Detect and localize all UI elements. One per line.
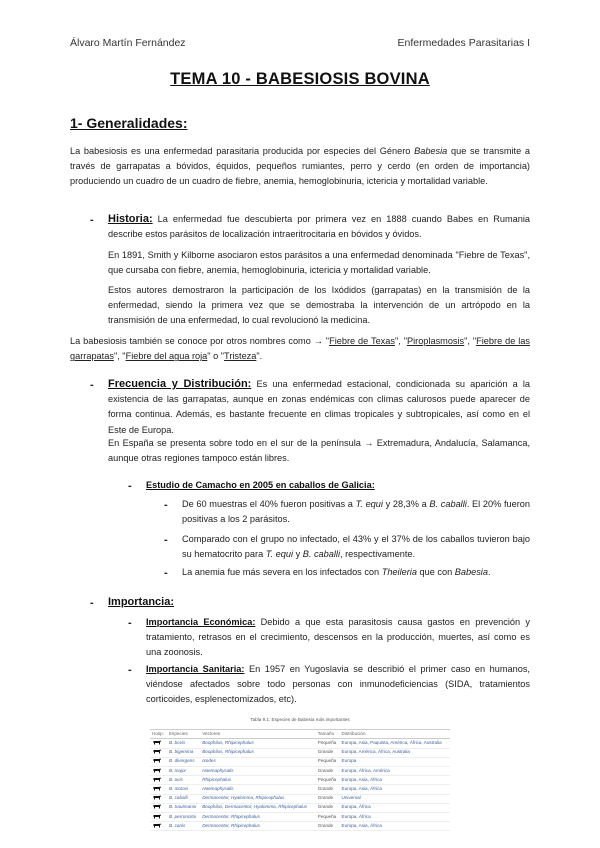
host-animal-icon	[150, 776, 167, 785]
table-cell-distribution: Europa, Asia, África	[340, 822, 450, 831]
header-author: Álvaro Martín Fernández	[70, 37, 186, 49]
table-row	[150, 813, 450, 822]
bullet-dash: -	[128, 480, 132, 492]
historia-paragraph-3: Estos autores demostraron la participación de los Ixódidos (garrapatas) en la transmisión de la enfermedad, siendo la primera vez que se demostraba la intervención de un artrópodo en la transmisión de una enfermedad, lo cual revolucionó la medicina.	[108, 285, 530, 326]
table-cell-size: Pequeña	[316, 813, 340, 822]
table-cell-species: B. motasi	[167, 785, 200, 794]
table-cell-distribution: Europa, Asia, África	[340, 785, 450, 794]
table-cell-size: Grande	[316, 803, 340, 812]
table-cell-distribution: Europa, Asia, Paquista, América, África, Australia	[340, 739, 450, 748]
bullet-dash: -	[90, 379, 94, 391]
synonyms-paragraph: La babesiosis también se conoce por otros nombres como → "Fiebre de Texas", "Piroplasmosis", "Fiebre de las garrapatas", "Fiebre del agua roja" o "Tristeza".	[70, 336, 530, 362]
host-animal-icon	[150, 794, 167, 803]
table-cell-distribution: Europa, África, América	[340, 767, 450, 776]
table-cell-size: Pequeña	[316, 739, 340, 748]
table-cell-species: B. canis	[167, 822, 200, 831]
table-row	[150, 822, 450, 831]
bullet-dash: -	[90, 214, 94, 226]
study-title: Estudio de Camacho en 2005 en caballos de Galicia:	[146, 480, 375, 490]
table-cell-size: Grande	[316, 785, 340, 794]
frecuencia-paragraph-2: En España se presenta sobre todo en el sur de la península → Extremadura, Andalucía, Salamanca, aunque otras regiones tampoco están libres.	[108, 438, 530, 464]
table-cell-species: B. perroncitoi	[167, 813, 200, 822]
table-cell-vectors: Boophilus, Rhipicephalus	[200, 739, 316, 748]
section-generalidades: 1- Generalidades:	[70, 115, 188, 131]
frecuencia-title: Frecuencia y Distribución:	[108, 378, 252, 390]
table-cell-species: B. divergens	[167, 757, 200, 766]
host-animal-icon	[150, 739, 167, 748]
table-cell-size: Grande	[316, 767, 340, 776]
host-animal-icon	[150, 822, 167, 831]
table-cell-vectors: Ixodes	[200, 757, 316, 766]
table-row	[150, 748, 450, 757]
table-cell-species: B. major	[167, 767, 200, 776]
study-point-3: La anemia fue más severa en los infectados con Theileria que con Babesia.	[182, 567, 491, 577]
host-animal-icon	[150, 803, 167, 812]
host-animal-icon	[150, 785, 167, 794]
table-cell-vectors: Rhipicephalus	[200, 776, 316, 785]
intro-paragraph: La babesiosis es una enfermedad parasitaria producida por especies del Género Babesia que se transmite a través de garrapatas a bóvidos, équidos, pequeños rumiantes, perro y cerdo (en orden de importancia) produciendo un cuadro de un cuadro de fiebre, anemia, hemoglobinuria, ictericia y mortalidad variable.	[70, 146, 530, 187]
importancia-economica: Importancia Económica: Debido a que esta parasitosis causa gastos en prevención y tratamiento, retrasos en el crecimiento, descensos en la producción, muertes, así como es una zoonosis.	[146, 617, 530, 658]
table-caption: Tabla 9.1: Especies de Babesia más importantes	[250, 717, 350, 722]
table-cell-species: B. bovis	[167, 739, 200, 748]
historia-title: Historia:	[108, 213, 153, 225]
bullet-dash: -	[128, 664, 132, 676]
table-cell-distribution: Europa, África	[340, 803, 450, 812]
table-cell-size: Grande	[316, 822, 340, 831]
bullet-dash: -	[128, 617, 132, 629]
table-row	[150, 776, 450, 785]
historia-paragraph-2: En 1891, Smith y Kilborne asociaron estos parásitos a una enfermedad denominada "Fiebre de Texas", que cursaba con fiebre, anemia, hemoglobinuria, ictericia y mortalidad variable.	[108, 250, 530, 276]
table-row	[150, 785, 450, 794]
table-row	[150, 794, 450, 803]
table-cell-distribution: Europa, América, África, Australia	[340, 748, 450, 757]
historia-paragraph: Historia: La enfermedad fue descubierta por primera vez en 1888 cuando Babes en Rumania describe estos parásitos de localización intraeritrocitaria en bóvidos y óvidos.	[108, 213, 530, 240]
table-cell-vectors: Boophilus, Rhipicephalus	[200, 748, 316, 757]
host-animal-icon	[150, 757, 167, 766]
table-row	[150, 767, 450, 776]
table-cell-size: Pequeña	[316, 776, 340, 785]
importancia-sanitaria: Importancia Sanitaria: En 1957 en Yugoslavia se describió el primer caso en humanos, viéndose afectados sobre todo personas con inmunodeficiencias (SIDA, tratamientos corticoides, esplenectomizados, etc).	[146, 664, 530, 705]
table-cell-distribution: Europa	[340, 757, 450, 766]
bullet-dash: -	[164, 534, 168, 546]
table-cell-distribution: Europa, Asia, África	[340, 776, 450, 785]
table-cell-species: B. caballi	[167, 794, 200, 803]
table-cell-species: B. trautmanni	[167, 803, 200, 812]
page-title: TEMA 10 - BABESIOSIS BOVINA	[170, 70, 430, 88]
col-vectors: Vectores	[200, 730, 316, 739]
col-distribution: Distribución	[340, 730, 450, 739]
host-animal-icon	[150, 813, 167, 822]
table-cell-vectors: Haemaphysalis	[200, 767, 316, 776]
table-cell-vectors: Haemaphysalis	[200, 785, 316, 794]
table-row	[150, 757, 450, 766]
header-course: Enfermedades Parasitarias I	[397, 37, 530, 49]
host-animal-icon	[150, 767, 167, 776]
table-cell-size: Grande	[316, 794, 340, 803]
frecuencia-paragraph: Frecuencia y Distribución: Es una enfermedad estacional, condicionada su aparición a la existencia de las garrapatas, aunque en zonas endémicas con climas calurosos puede aparecer de forma continua. Además, es bastante frecuente en climas tropicales y subtropicales, así como en el Este de Europa.	[108, 378, 530, 435]
table-cell-vectors: Dermacentor, Rhipicephalus	[200, 813, 316, 822]
table-cell-vectors: Dermacentor, Hyalomma, Rhipicephalus	[200, 794, 316, 803]
study-point-2: Comparado con el grupo no infectado, el 43% y el 37% de los caballos tuvieron bajo su hematocrito para T. equi y B. caballi, respectivamente.	[182, 534, 530, 560]
bullet-dash: -	[90, 597, 94, 609]
table-row	[150, 739, 450, 748]
babesia-species-table	[150, 712, 450, 836]
table-cell-distribution: Universal	[340, 794, 450, 803]
table-cell-size: Pequeña	[316, 757, 340, 766]
table-cell-vectors: Boophilus, Dermacentor, Hyalomma, Rhipicephalus	[200, 803, 316, 812]
table-cell-distribution: Europa, África	[340, 813, 450, 822]
species-table	[150, 729, 450, 831]
col-species: Especies	[167, 730, 200, 739]
bullet-dash: -	[164, 567, 168, 579]
table-cell-size: Grande	[316, 748, 340, 757]
col-host: Hosp.	[150, 730, 167, 739]
table-row	[150, 803, 450, 812]
bullet-dash: -	[164, 499, 168, 511]
importancia-title: Importancia:	[108, 596, 175, 608]
study-point-1: De 60 muestras el 40% fueron positivas a T. equi y 28,3% a B. caballi. El 20% fueron positivas a los 2 parásitos.	[182, 499, 530, 525]
table-cell-species: B. ovis	[167, 776, 200, 785]
table-cell-species: B. bigemina	[167, 748, 200, 757]
table-cell-vectors: Dermacentor, Rhipicephalus	[200, 822, 316, 831]
col-size: Tamaño	[316, 730, 340, 739]
host-animal-icon	[150, 748, 167, 757]
